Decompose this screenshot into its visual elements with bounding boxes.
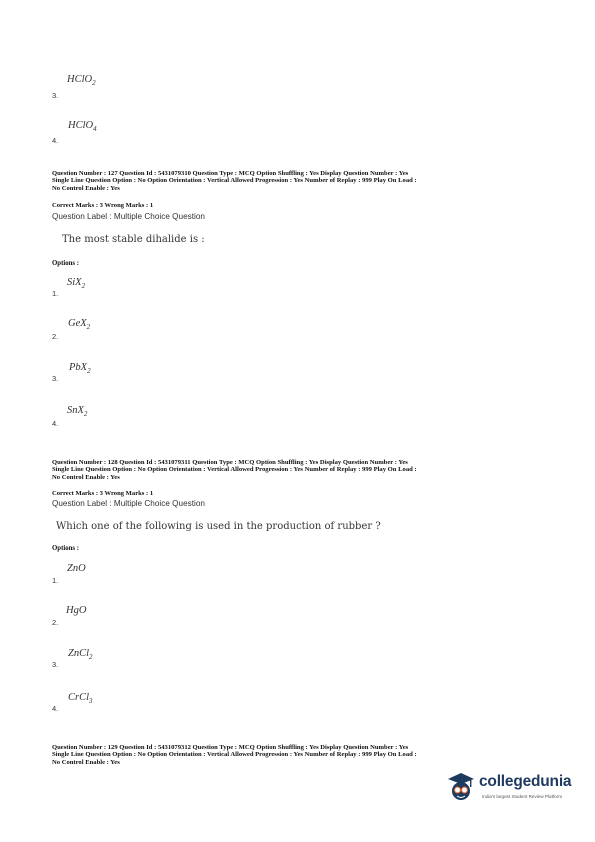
options-label: Options : — [52, 260, 80, 267]
options-label: Options : — [52, 545, 80, 552]
question-label: Question Label : Multiple Choice Question — [52, 499, 205, 508]
option-number: 1. — [52, 576, 59, 585]
option-formula: HgO — [66, 605, 87, 616]
option-number: 3. — [52, 374, 59, 383]
option-formula: SiX$_2$ — [67, 277, 86, 291]
collegedunia-logo — [446, 772, 586, 806]
option-formula: ZnCl$_2$ — [68, 648, 93, 662]
option-number: 4. — [52, 419, 59, 428]
option-formula: CrCl$_3$ — [68, 692, 93, 706]
question-marks: Correct Marks : 3 Wrong Marks : 1 — [52, 490, 154, 497]
brand-tagline: India's largest Student Review Platform — [482, 794, 563, 799]
question-meta: Question Number : 129 Question Id : 5431079312 Question Type : MCQ Option Shuffling : Yes Display Question Number : Yes Single Line Question Option : No Option Orientation : Vertical Allowed Progression : Yes Number of Replay : 999 Play On Load : No Control Enable : Yes — [52, 744, 417, 766]
graduate-mascot-icon — [446, 772, 476, 804]
option-number: 3. — [52, 91, 59, 100]
option-formula: SnX$_2$ — [67, 405, 88, 419]
question-meta: Question Number : 127 Question Id : 5431079310 Question Type : MCQ Option Shuffling : Yes Display Question Number : Yes Single Line Question Option : No Option Orientation : Vertical Allowed Progression : Yes Number of Replay : 999 Play On Load : No Control Enable : Yes — [52, 170, 417, 192]
option-formula: PbX$_2$ — [69, 362, 91, 376]
option-number: 4. — [52, 136, 59, 145]
option-number: 2. — [52, 332, 59, 341]
option-formula: ZnO — [67, 563, 86, 574]
option-formula: GeX$_2$ — [68, 318, 91, 332]
brand-name: collegedunia — [479, 773, 572, 790]
question-text: The most stable dihalide is : — [62, 234, 205, 245]
option-formula: HClO$_4$ — [68, 120, 97, 134]
question-text: Which one of the following is used in the production of rubber ? — [56, 521, 381, 532]
question-marks: Correct Marks : 3 Wrong Marks : 1 — [52, 202, 154, 209]
option-number: 4. — [52, 704, 59, 713]
option-number: 3. — [52, 660, 59, 669]
option-formula: HClO$_2$ — [67, 74, 96, 88]
question-label: Question Label : Multiple Choice Question — [52, 212, 205, 221]
option-number: 2. — [52, 618, 59, 627]
option-number: 1. — [52, 289, 59, 298]
question-meta: Question Number : 128 Question Id : 5431079311 Question Type : MCQ Option Shuffling : Yes Display Question Number : Yes Single Line Question Option : No Option Orientation : Vertical Allowed Progression : Yes Number of Replay : 999 Play On Load : No Control Enable : Yes — [52, 459, 417, 481]
